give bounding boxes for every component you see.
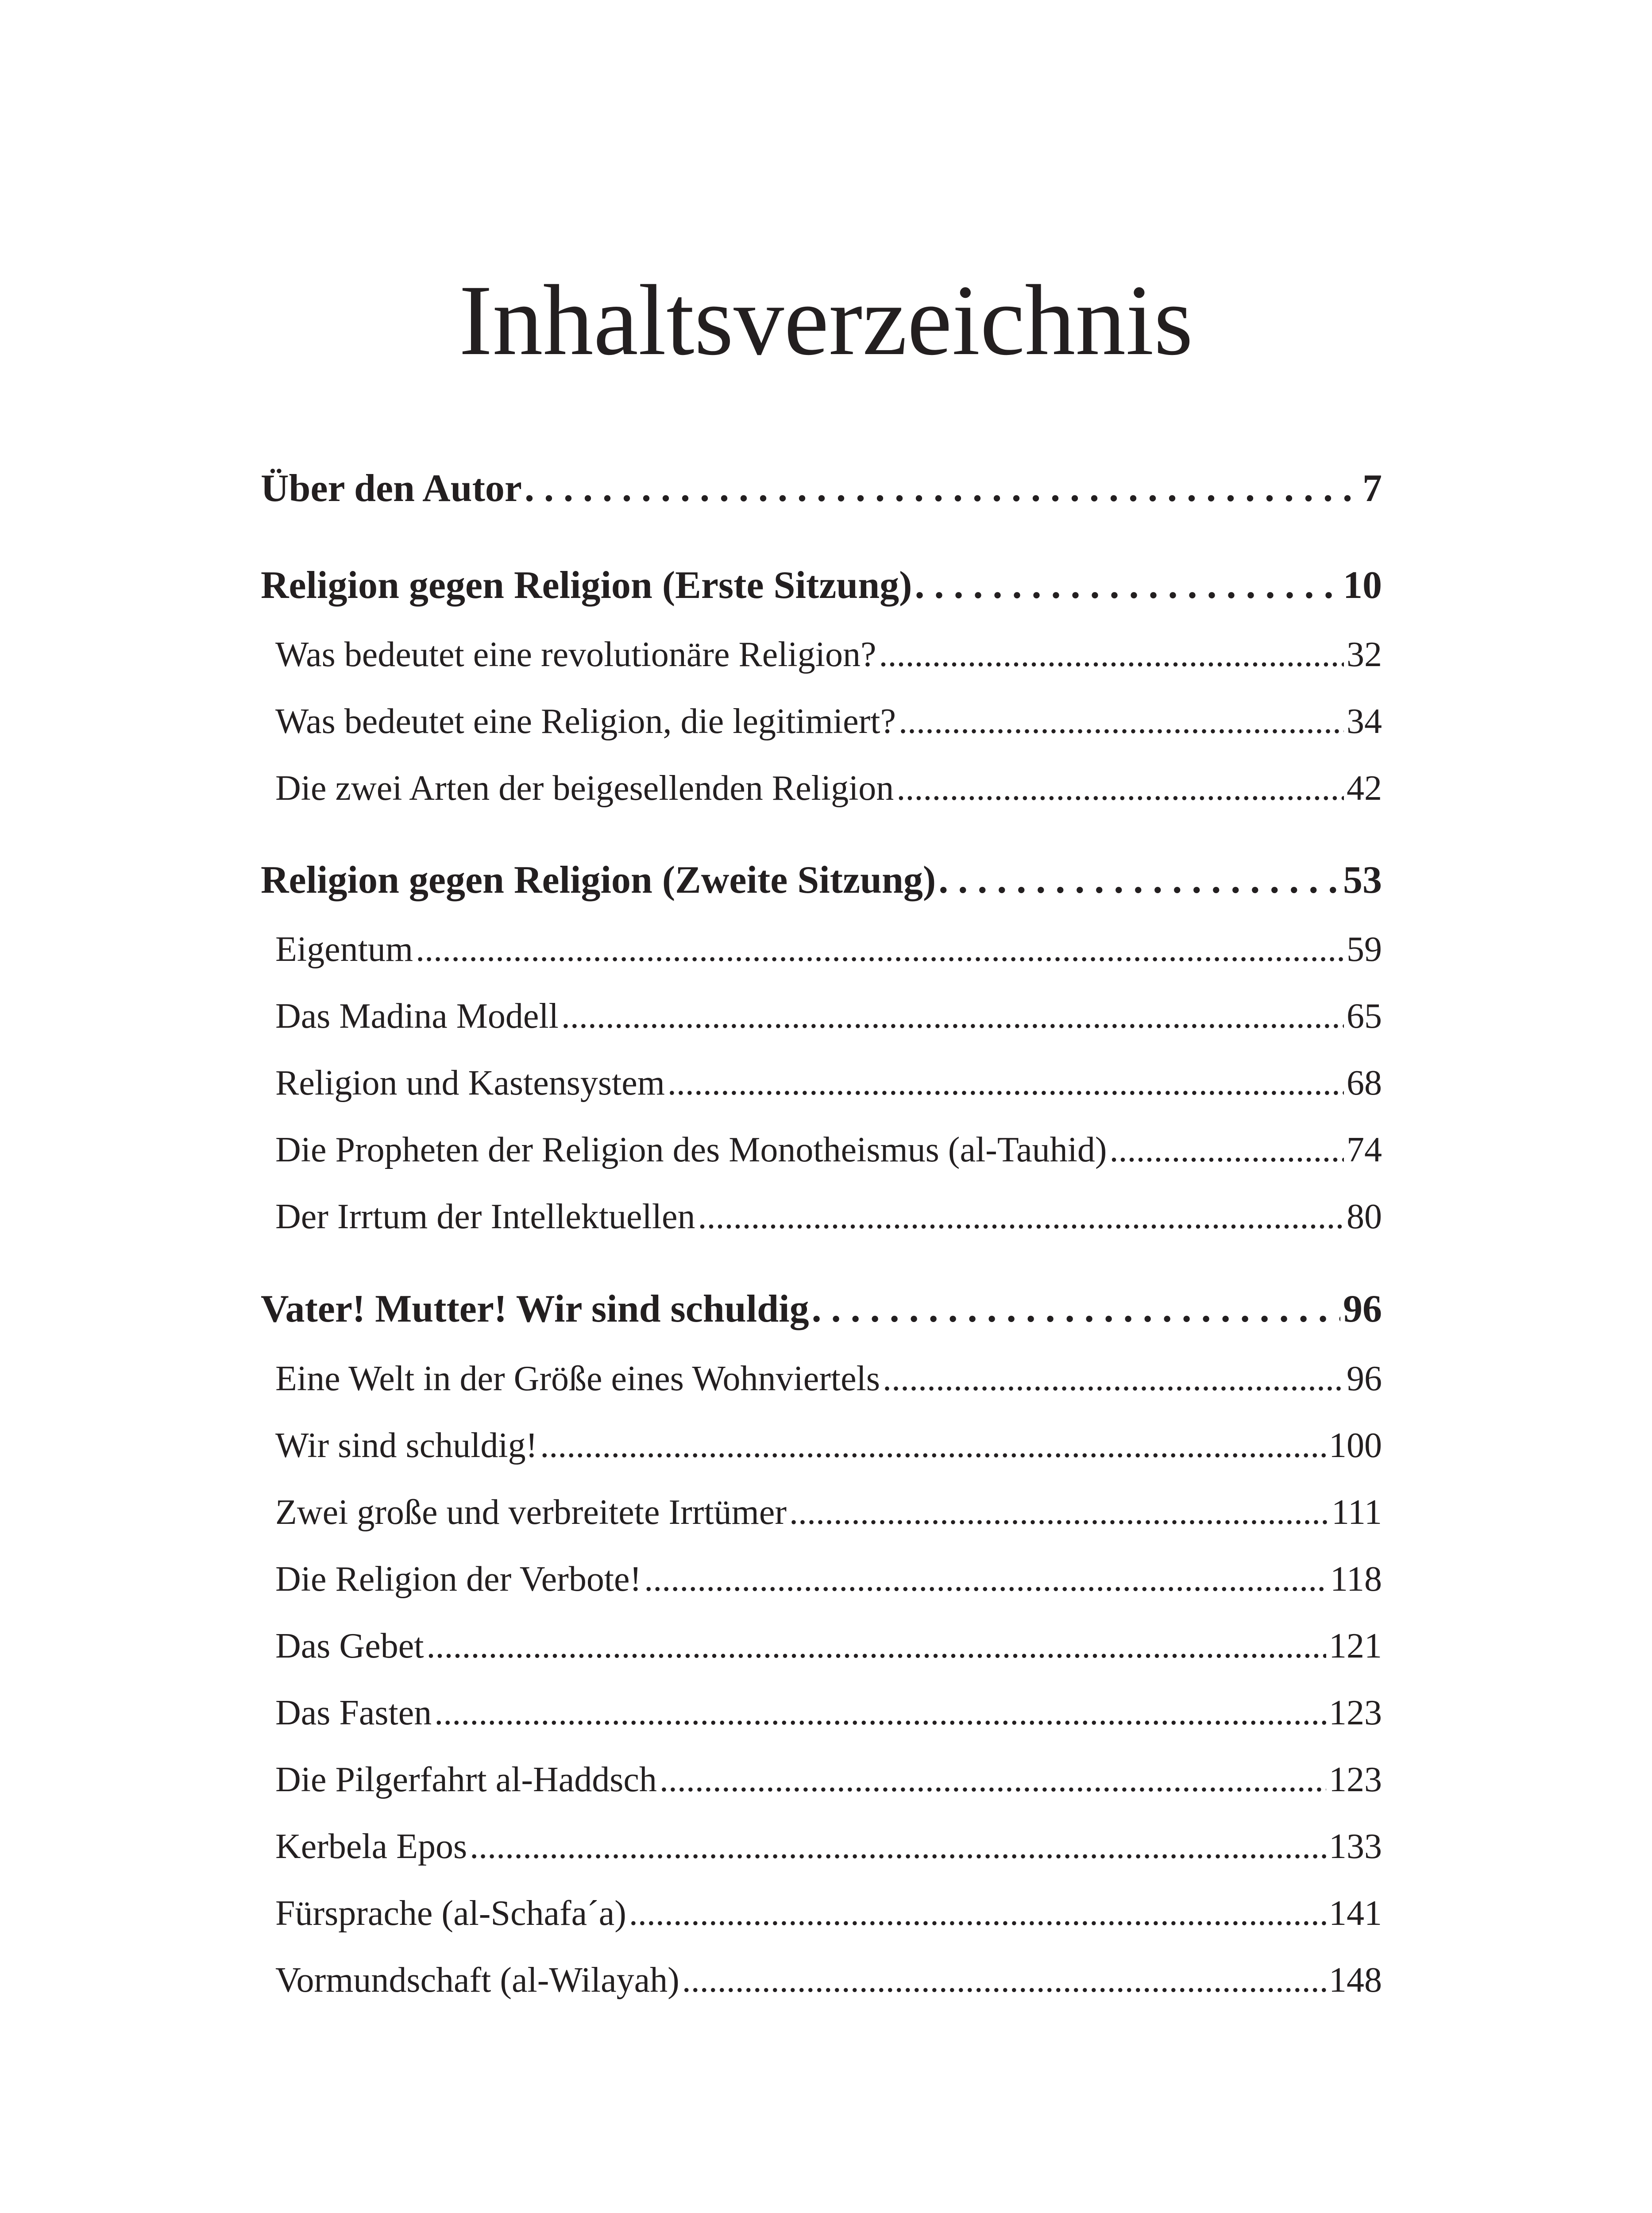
toc-subentry: [275, 1822, 1382, 1871]
toc-subentry: [275, 1889, 1382, 1938]
dot-leader: [899, 697, 1344, 746]
toc-page-number: 32: [1347, 635, 1382, 674]
dot-leader: [789, 1488, 1329, 1537]
toc-subentry-label: Der Irrtum der Intellektuellen: [275, 1197, 695, 1236]
toc-page-number: 34: [1347, 702, 1382, 741]
page-title: Inhaltsverzeichnis: [459, 265, 1193, 376]
toc-subentry: [275, 1126, 1382, 1174]
toc-page-number: 123: [1329, 1693, 1382, 1732]
dot-leader: [915, 559, 1340, 612]
dot-leader: [668, 1059, 1344, 1107]
toc-page-number: 148: [1329, 1961, 1382, 2000]
toc-page-number: 96: [1343, 1288, 1382, 1330]
toc-subentry: [275, 1421, 1382, 1470]
toc-page-number: 141: [1329, 1894, 1382, 1933]
toc-subentry: [275, 1059, 1382, 1107]
toc-subentry: [275, 1488, 1382, 1537]
toc-subentry-label: Kerbela Epos: [275, 1827, 467, 1866]
toc-subentry-label: Das Gebet: [275, 1627, 424, 1666]
toc-subentry-label: Was bedeutet eine revolutionäre Religion?: [275, 635, 876, 674]
toc-page-number: 59: [1347, 930, 1382, 969]
dot-leader: [938, 854, 1340, 907]
toc-page-number: 65: [1347, 997, 1382, 1036]
toc-subentry: [275, 1956, 1382, 2005]
toc-subentry-label: Was bedeutet eine Religion, die legitimiert?: [275, 702, 896, 741]
toc-page-number: 123: [1329, 1760, 1382, 1799]
toc-subentry: [275, 1622, 1382, 1670]
toc-section-title: Über den Autor: [261, 467, 522, 510]
dot-leader: [416, 925, 1344, 974]
toc-subentry-label: Die Propheten der Religion des Monotheismus (al-Tauhid): [275, 1130, 1107, 1169]
toc-page-number: 10: [1343, 564, 1382, 607]
dot-leader: [883, 1354, 1344, 1403]
toc-subentry-label: Wir sind schuldig!: [275, 1426, 538, 1465]
dot-leader: [540, 1421, 1326, 1470]
dot-leader: [434, 1689, 1326, 1737]
dot-leader: [644, 1555, 1328, 1604]
toc-subentry-label: Das Fasten: [275, 1693, 432, 1732]
toc-section-entry: [261, 1283, 1382, 1336]
toc-page-number: 96: [1347, 1359, 1382, 1398]
dot-leader: [812, 1283, 1340, 1336]
toc-section-title: Religion gegen Religion (Zweite Sitzung): [261, 859, 936, 902]
toc-subentry-label: Religion und Kastensystem: [275, 1064, 665, 1103]
toc-subentry-label: Zwei große und verbreitete Irrtümer: [275, 1493, 787, 1532]
toc-subentry-label: Vormundschaft (al-Wilayah): [275, 1961, 679, 2000]
dot-leader: [698, 1192, 1344, 1241]
toc-subentry: [275, 1555, 1382, 1604]
toc-subentry: [275, 992, 1382, 1041]
toc-page-number: 80: [1347, 1197, 1382, 1236]
toc-subentry: [275, 1689, 1382, 1737]
toc-page-number: 121: [1329, 1627, 1382, 1666]
toc-section-title: Vater! Mutter! Wir sind schuldig: [261, 1288, 809, 1330]
dot-leader: [896, 764, 1344, 813]
toc-subentry: [275, 630, 1382, 679]
toc-subentry: [275, 1354, 1382, 1403]
dot-leader: [470, 1822, 1326, 1871]
toc-subentry-label: Die Pilgerfahrt al-Haddsch: [275, 1760, 657, 1799]
dot-leader: [561, 992, 1344, 1041]
toc-section-entry: [261, 559, 1382, 612]
toc-subentry: [275, 1192, 1382, 1241]
toc-page-number: 100: [1329, 1426, 1382, 1465]
toc-page-number: 42: [1347, 769, 1382, 808]
dot-leader: [682, 1956, 1326, 2005]
toc-page-number: 111: [1331, 1493, 1382, 1532]
dot-leader: [426, 1622, 1326, 1670]
toc-subentry: [275, 925, 1382, 974]
toc-section-entry: [261, 462, 1382, 515]
toc-subentry: [275, 764, 1382, 813]
toc-subentry-label: Die zwei Arten der beigesellenden Religion: [275, 769, 894, 808]
dot-leader: [629, 1889, 1326, 1938]
toc-page-number: 7: [1363, 467, 1382, 510]
toc-subentry: [275, 697, 1382, 746]
dot-leader: [660, 1755, 1326, 1804]
dot-leader: [879, 630, 1344, 679]
dot-leader: [525, 462, 1360, 515]
toc-subentry-label: Die Religion der Verbote!: [275, 1560, 642, 1599]
toc-section-title: Religion gegen Religion (Erste Sitzung): [261, 564, 912, 607]
toc-page-number: 68: [1347, 1064, 1382, 1103]
toc-page-number: 74: [1347, 1130, 1382, 1169]
toc-page-number: 133: [1329, 1827, 1382, 1866]
toc-subentry: [275, 1755, 1382, 1804]
dot-leader: [1109, 1126, 1344, 1174]
toc-subentry-label: Eine Welt in der Größe eines Wohnviertels: [275, 1359, 880, 1398]
toc-subentry-label: Eigentum: [275, 930, 413, 969]
toc-page-number: 53: [1343, 859, 1382, 902]
toc-subentry-label: Fürsprache (al-Schafa´a): [275, 1894, 626, 1933]
toc-subentry-label: Das Madina Modell: [275, 997, 559, 1036]
toc-section-entry: [261, 854, 1382, 907]
toc-page-number: 118: [1330, 1560, 1382, 1599]
